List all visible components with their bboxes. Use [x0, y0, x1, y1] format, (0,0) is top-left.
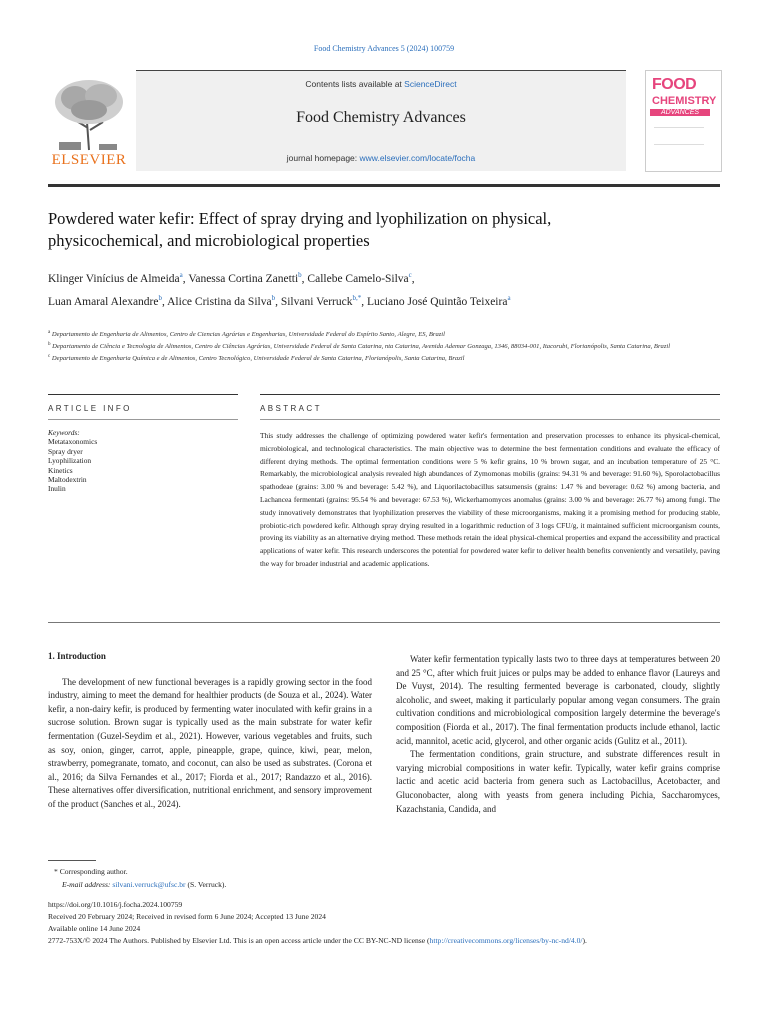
- keyword-item[interactable]: Kinetics: [48, 465, 73, 475]
- keyword-item[interactable]: Inulin: [48, 484, 66, 494]
- abstract-rule: [260, 394, 720, 395]
- journal-cover-thumbnail[interactable]: [645, 70, 722, 172]
- email-note: [62, 879, 734, 891]
- homepage-prefix: journal homepage:: [286, 153, 360, 163]
- body-paragraph: Water kefir fermentation typically lasts two to three days at temperatures between 20 and 25 °C, after which fruit juices or pulps may be added to enhance flavor (Laureys and De Vuyst, 2014). The resulting fermented beverage is carbonated, cloudy, slightly alcoholic, and sweet, making it particularly popular among vegan consumers. The grain cultivation conditions and microbiological composition largely determine the beverage's composition (Fiorda et al., 2017). The final fermentation products include ethanol, lactic acid, mannitol, acetic acid, glycerol, and other organic acids (Gulitz et al., 2011).: [396, 654, 720, 746]
- journal-banner: [136, 70, 626, 171]
- cover-title-advances: ADVANCES: [650, 109, 710, 116]
- author-list: Klinger Vinícius de Almeida$^a$, Vanessa Cortina Zanetti$^b$, Callebe Camelo-Silva$^c$, Luan Amaral Alexandre$^b$, Alice Cristina da Silva$^b$, Silvani Verruck$^{b,*}$, Luciano José Quintão Teixeira$^a$: [48, 271, 511, 308]
- journal-title[interactable]: Food Chemistry Advances: [296, 109, 466, 126]
- article-info-subrule: [48, 419, 238, 420]
- keywords-block: [48, 428, 238, 494]
- journal-header: [48, 70, 720, 180]
- email-suffix: (S. Verruck).: [185, 880, 227, 889]
- article-info-rule: [48, 394, 238, 395]
- license-prefix: 2772-753X/© 2024 The Authors. Published by Elsevier Ltd. This is an open access article under the CC BY-NC-ND license (: [48, 936, 430, 945]
- abstract-heading: ABSTRACT: [260, 404, 322, 413]
- keyword-item[interactable]: Metataxonomics: [48, 437, 98, 447]
- license-suffix: ).: [582, 936, 587, 945]
- footnote-rule: [48, 860, 96, 861]
- keywords-label: Keywords:: [48, 428, 80, 437]
- sciencedirect-link[interactable]: ScienceDirect: [404, 79, 457, 89]
- author[interactable]: Luciano José Quintão Teixeira$^a$: [366, 293, 511, 308]
- abstract-subrule: [260, 419, 720, 420]
- elsevier-logo[interactable]: [48, 70, 130, 180]
- homepage-line: [136, 153, 626, 163]
- corresponding-author-note: * Corresponding author.: [54, 867, 128, 876]
- author[interactable]: Silvani Verruck$^{b,*}$: [280, 293, 362, 308]
- affiliations: [48, 328, 720, 365]
- abstract-end-rule: [48, 622, 720, 623]
- email-label: E-mail address:: [62, 880, 113, 889]
- paper-title: Powdered water kefir: Effect of spray drying and lyophilization on physical, physicochemical, and microbiological properties: [48, 209, 552, 250]
- article-info-heading: ARTICLE INFO: [48, 404, 132, 413]
- header-divider: [48, 184, 720, 187]
- keyword-item[interactable]: Spray dryer: [48, 446, 83, 456]
- section-heading-introduction: 1. Introduction: [48, 651, 106, 661]
- doi-link[interactable]: https://doi.org/10.1016/j.focha.2024.100759: [48, 900, 183, 909]
- contents-prefix: Contents lists available at: [305, 79, 405, 89]
- affiliation-item: $^c$ Departamento de Engenharia Química e de Alimentos, Centro Tecnológico, Universidade Federal de Santa Catarina, Florianópolis, Santa Catarina, Brazil: [48, 354, 465, 363]
- cover-decoration: [654, 127, 704, 145]
- body-paragraph: The fermentation conditions, grain structure, and substrate differences result in varying microbial compositions in water kefir. Typically, water kefir grains comprise lactic and acetic acid bacteria from genera such as Lactobacillus, Acetobacter, and Gluconobacter, along with yeasts from genera including Pichia, Saccharomyces, Kazachstania, Candida, and: [396, 749, 720, 814]
- body-paragraph: The development of new functional beverages is a rapidly growing sector in the food industry, aiming to meet the demand for healthier products (de Souza et al., 2024). Water kefir, a non-dairy kefir, is produced by fermenting water inoculated with kefir grains in a sucrose solution. Brown sugar is typically used as the main substrate for water kefir fermentation (Guzel-Seydim et al., 2021). However, various vegetables and fruits, such as soy, onion, ginger, carrot, apple, pineapple, grape, quince, kiwi, pear, melon, strawberry, pomegranate, tomato, and coconut, can also be used as substrates. (Corona et al., 2016; da Silva Fernandes et al., 2017; Fiorda et al., 2017; Randazzo et al., 2016). These alternatives offer diversification, nutritional enrichment, and sensory improvement of the product (Sanches et al., 2024).: [48, 676, 372, 809]
- author[interactable]: Callebe Camelo-Silva$^c$: [307, 271, 412, 285]
- publisher-name: ELSEVIER: [51, 152, 127, 168]
- homepage-link[interactable]: www.elsevier.com/locate/focha: [359, 153, 476, 163]
- elsevier-tree-icon: [51, 76, 127, 152]
- author[interactable]: Alice Cristina da Silva$^b$: [167, 293, 276, 308]
- body-column-left: [48, 650, 372, 812]
- email-link[interactable]: silvani.verruck@ufsc.br: [112, 880, 186, 889]
- license-link[interactable]: http://creativecommons.org/licenses/by-nc-nd/4.0/: [429, 936, 583, 945]
- journal-citation[interactable]: Food Chemistry Advances 5 (2024) 100759: [313, 44, 455, 53]
- author[interactable]: Vanessa Cortina Zanetti$^b$: [188, 271, 302, 285]
- author[interactable]: Klinger Vinícius de Almeida$^a$: [48, 271, 183, 285]
- contents-line: [136, 79, 626, 89]
- affiliation-item: $^b$ Departamento de Ciência e Tecnologia de Alimentos, Centro de Ciências Agrárias, Universidade Federal de Santa Catarina, nta Catarina, Avenida Ademar Gonzaga, 1346, 88034-001, Itacorubi, Florianópolis, Santa Catarina, Brazil: [48, 342, 671, 351]
- available-online: Available online 14 June 2024: [48, 924, 141, 933]
- abstract-text: This study addresses the challenge of optimizing powdered water kefir's fermentation and preservation processes to enhance its physical-chemical, microbiological, and technological characteristics. The main objective was to determine the best fermentation conditions and evaluate the efficacy of different drying methods. The optimal fermentation conditions were 5 % kefir grains, 10 % brown sugar, and an incubation temperature of 25 °C. Remarkably, the microbiological analysis revealed high abundances of Zymomonas mobilis (grains: 94.31 % and beverage: 91.60 %), Sporolactobacillus spathodeae (grains: 3.00 % and beverage: 5.42 %), and Liquorilactobacillus satsumensis (grains: 1.47 % and beverage: 0.62 %) among bacteria, and Lachancea fermentati (grains: 95.54 % and beverage: 67.53 %), Wickerhamomyces anomalus (grains: 3.00 % and beverage: 26.77 %) among fungi. The study innovatively demonstrates that lyophilization preserves the viability of these microorganisms, making it a promising method for producing stable, probiotic-rich powdered kefir. Although spray drying resulted in a logarithmic reduction of 3 logs CFU/g, it maintained sufficient microorganism counts, proving its viability as an alternative drying method. These methods retain the ideal physical-chemical properties and expand the accessibility and practical applications of water kefir. This research underscores the potential for powdered water kefir to deliver health benefits conveniently and versatilely, paving the way for broader industrial and academic applications.: [260, 431, 720, 568]
- cover-title-food: FOOD: [652, 76, 697, 93]
- license-statement: [48, 935, 720, 947]
- author[interactable]: Luan Amaral Alexandre$^b$: [48, 293, 162, 308]
- received-dates: Received 20 February 2024; Received in revised form 6 June 2024; Accepted 13 June 2024: [48, 912, 326, 921]
- keyword-item[interactable]: Lyophilization: [48, 456, 92, 466]
- affiliation-item: $^a$ Departamento de Engenharia de Alimentos, Centro de Ciencias Agrárias e Engenharias, Universidade Federal do Espírito Santo, Alegre, ES, Brazil: [48, 330, 445, 339]
- body-column-right: [396, 653, 720, 816]
- cover-title-chemistry: CHEMISTRY: [652, 95, 717, 107]
- keyword-item[interactable]: Maltodextrin: [48, 475, 87, 485]
